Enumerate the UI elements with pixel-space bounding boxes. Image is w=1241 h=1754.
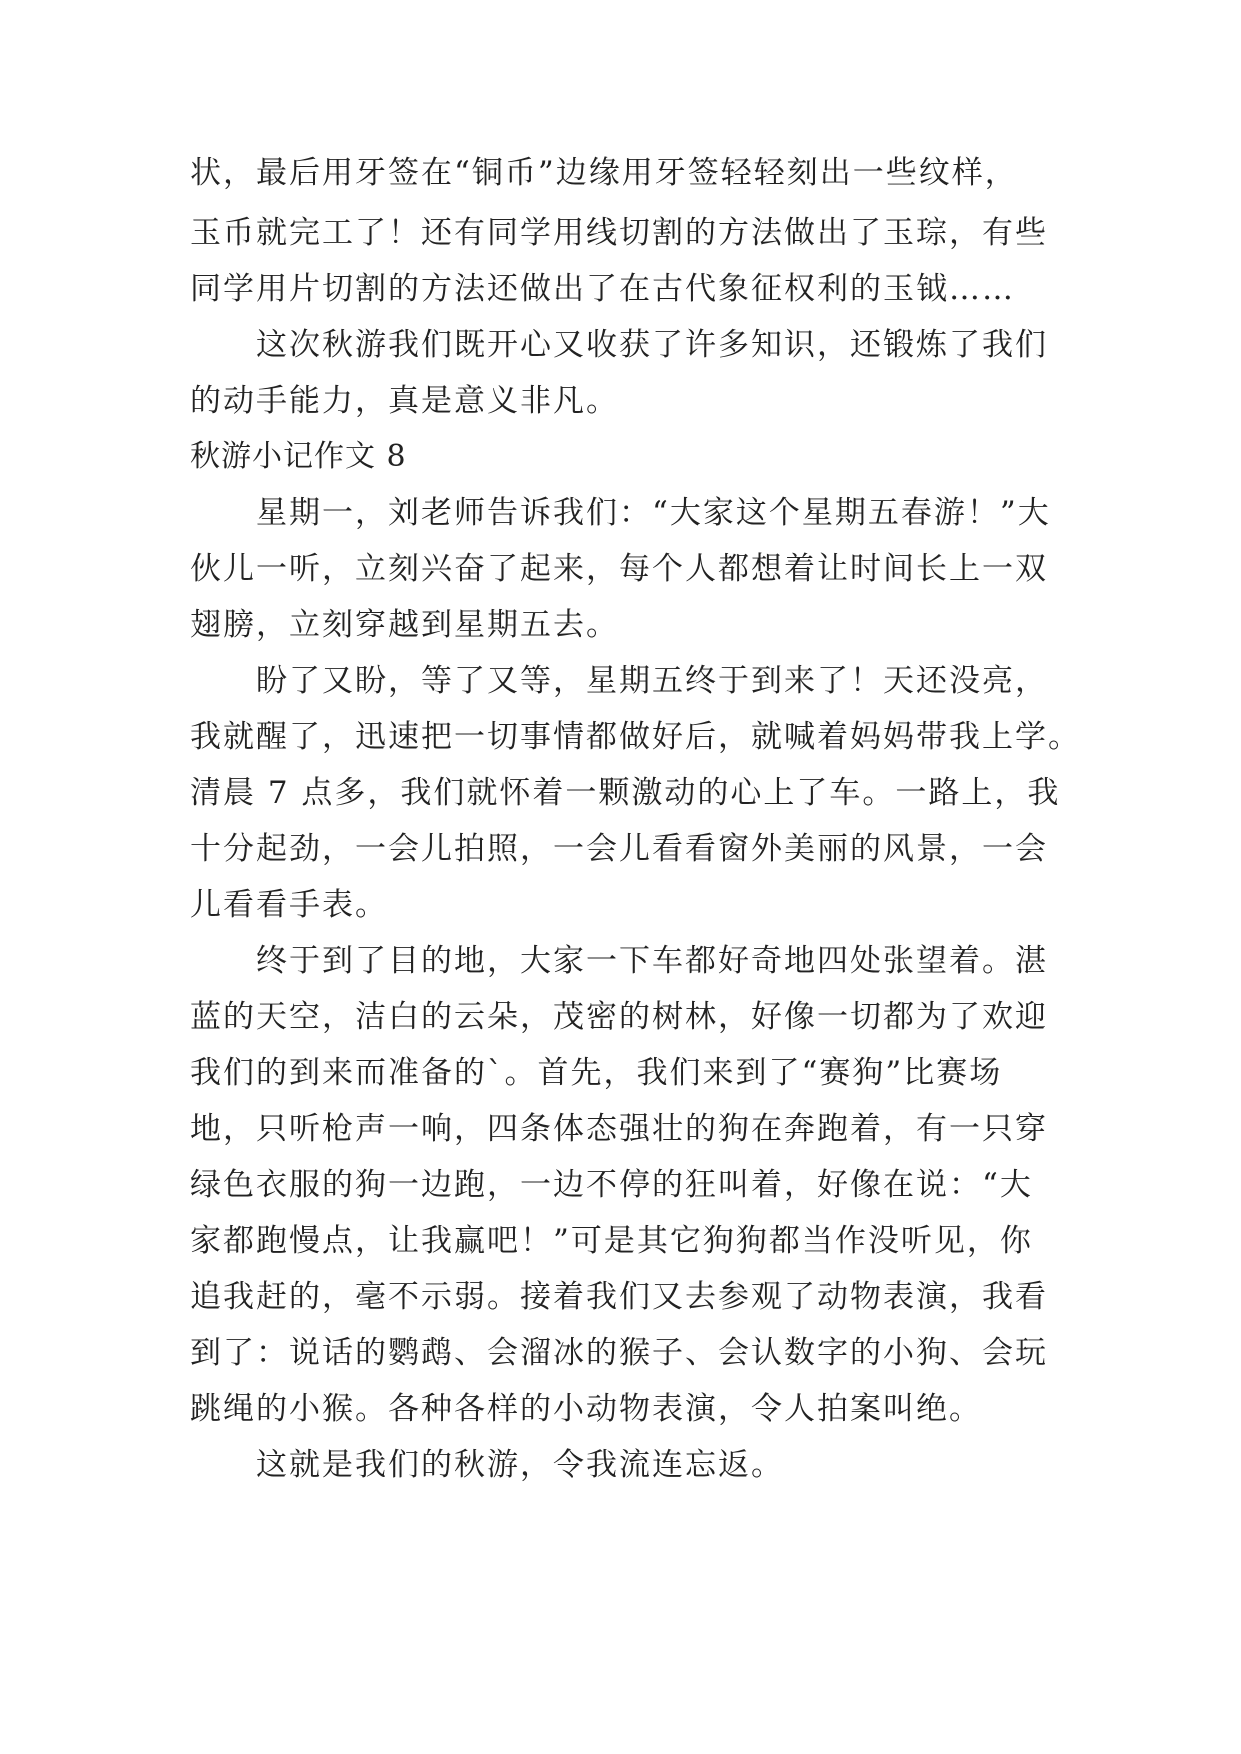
text-line: 地，只听枪声一响，四条体态强壮的狗在奔跑着，有一只穿 [190,1111,1048,1147]
paragraph-first-line: 这就是我们的秋游，令我流连忘返。 [256,1447,784,1483]
text-line: 状，最后用牙签在“铜币”边缘用牙签轻轻刻出一些纹样， [190,155,1018,191]
text-line: 的动手能力，真是意义非凡。 [190,383,619,419]
text-line: 家都跑慢点，让我赢吧！”可是其它狗狗都当作没听见，你 [190,1223,1033,1259]
text-line: 十分起劲，一会儿拍照，一会儿看看窗外美丽的风景，一会 [190,831,1048,867]
text-line: 我们的到来而准备的`。首先，我们来到了“赛狗”比赛场 [190,1055,1003,1091]
paragraph-first-line: 终于到了目的地，大家一下车都好奇地四处张望着。湛 [256,943,1048,979]
text-line: 同学用片切割的方法还做出了在古代象征权利的玉钺…… [190,271,1015,307]
text-line: 翅膀，立刻穿越到星期五去。 [190,607,619,643]
section-heading: 秋游小记作文 8 [190,439,407,474]
paragraph-first-line: 这次秋游我们既开心又收获了许多知识，还锻炼了我们 [256,327,1048,363]
paragraph-first-line: 盼了又盼，等了又等，星期五终于到来了！天还没亮， [256,663,1048,699]
text-line: 我就醒了，迅速把一切事情都做好后，就喊着妈妈带我上学。 [190,719,1081,755]
text-line: 绿色衣服的狗一边跑，一边不停的狂叫着，好像在说：“大 [190,1167,1033,1203]
text-line: 追我赶的，毫不示弱。接着我们又去参观了动物表演，我看 [190,1279,1048,1315]
paragraph-first-line: 星期一，刘老师告诉我们：“大家这个星期五春游！”大 [256,495,1051,531]
text-line: 儿看看手表。 [190,887,388,923]
text-line: 到了：说话的鹦鹉、会溜冰的猴子、会认数字的小狗、会玩 [190,1335,1048,1371]
text-line: 蓝的天空，洁白的云朵，茂密的树林，好像一切都为了欢迎 [190,999,1048,1035]
text-line: 伙儿一听，立刻兴奋了起来，每个人都想着让时间长上一双 [190,551,1048,587]
text-line: 玉币就完工了！还有同学用线切割的方法做出了玉琮，有些 [190,215,1048,251]
text-line: 跳绳的小猴。各种各样的小动物表演，令人拍案叫绝。 [190,1391,982,1427]
text-line: 清晨 7 点多，我们就怀着一颗激动的心上了车。一路上，我 [190,775,1061,811]
